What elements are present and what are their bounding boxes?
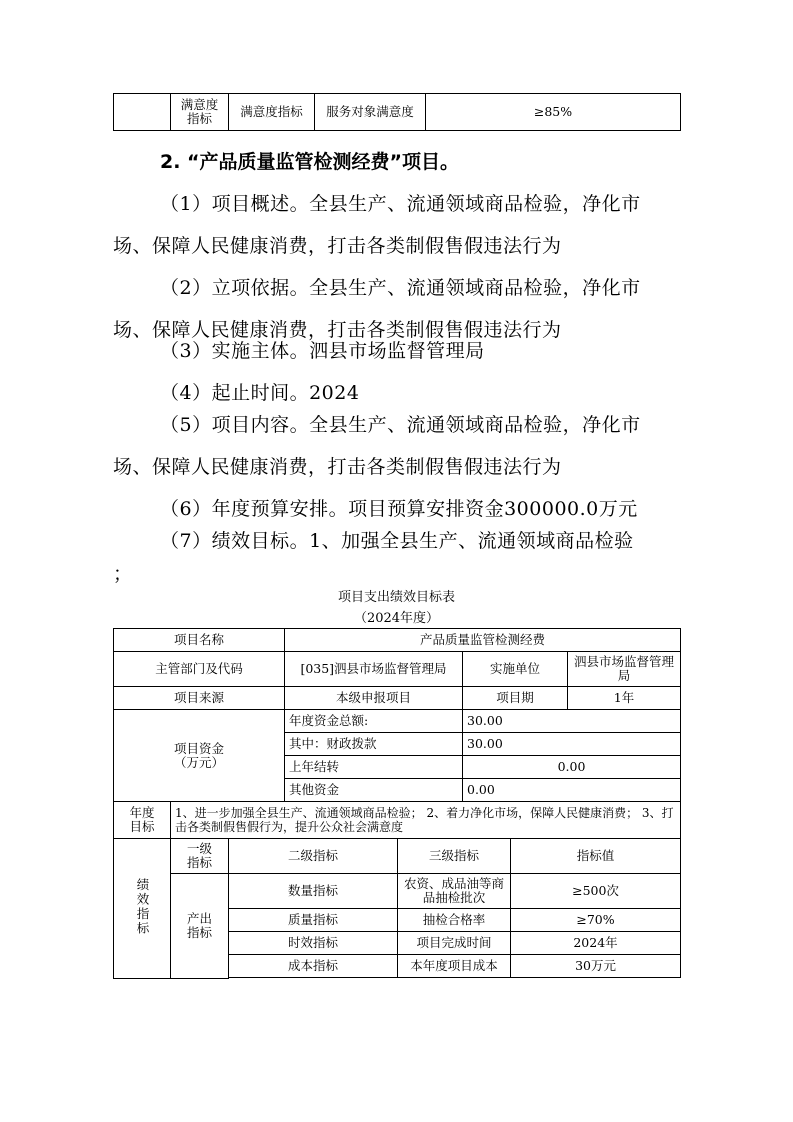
impl-value: 泗县市场监督管理局 [568,652,681,687]
project-name-label: 项目名称 [114,629,285,652]
table-row [114,652,681,687]
performance-target-table [113,628,681,979]
source-value: 本级申报项目 [285,687,463,710]
perf-label: 绩效指标 [114,839,171,979]
header-level2: 二级指标 [229,839,398,874]
level3-indicator: 抽检合格率 [398,909,511,932]
table-row [114,94,681,131]
output-label: 产出指标 [171,874,229,979]
level1-indicator: 满意度指标 [171,94,229,131]
level2-indicator: 数量指标 [229,874,398,909]
paragraph-basis: （2）立项依据。全县生产、流通领域商品检验，净化市 场、保障人民健康消费，打击各类制假售假违法行为 [113,277,641,341]
spacer-cell [229,978,681,979]
period-label: 项目期 [463,687,568,710]
level3-indicator: 项目完成时间 [398,932,511,955]
indicator-value: 2024年 [511,932,681,955]
table-subtitle: （2024年度） [353,611,440,626]
indicator-value: ≥500次 [511,874,681,909]
goal-text: 1、进一步加强全县生产、流通领域商品检验； 2、着力净化市场，保障人民健康消费； 3、打击各类制假售假行为，提升公众社会满意度 [171,802,681,839]
carry-label: 上年结转 [285,756,463,779]
table-row [114,710,681,733]
paragraph-period: （4）起止时间。2024 [160,382,360,404]
table-row [114,839,681,874]
fiscal-value: 30.00 [463,733,681,756]
level2-indicator: 成本指标 [229,955,398,978]
paragraph-overview: （1）项目概述。全县生产、流通领域商品检验，净化市 场、保障人民健康消费，打击各类制假售假违法行为 [113,193,641,257]
indicator-value: ≥85% [426,94,681,131]
header-level1: 一级指标 [171,839,229,874]
level3-indicator: 农资、成品油等商品抽检批次 [398,874,511,909]
project-name: 产品质量监管检测经费 [285,629,681,652]
paragraph-content: （5）项目内容。全县生产、流通领域商品检验，净化市 场、保障人民健康消费，打击各类制假售假违法行为 [113,414,641,478]
table-row [114,874,681,909]
other-value: 0.00 [463,779,681,802]
impl-label: 实施单位 [463,652,568,687]
table-row [114,629,681,652]
total-label: 年度资金总额: [285,710,463,733]
period-value: 1年 [568,687,681,710]
indicator-value: ≥70% [511,909,681,932]
level3-indicator: 本年度项目成本 [398,955,511,978]
funds-label: 项目资金 （万元） [114,710,285,802]
empty-cell [114,94,171,131]
level3-indicator: 服务对象满意度 [315,94,426,131]
goal-label: 年度目标 [114,802,171,839]
total-value: 30.00 [463,710,681,733]
paragraph-goal: （7）绩效目标。1、加强全县生产、流通领域商品检验 ； [113,530,634,585]
other-label: 其他资金 [285,779,463,802]
level2-indicator: 满意度指标 [229,94,315,131]
carry-value: 0.00 [463,756,681,779]
table-row [114,687,681,710]
level2-indicator: 时效指标 [229,932,398,955]
table-row [114,802,681,839]
table-title: 项目支出绩效目标表 [337,590,455,605]
section-heading: 2. “产品质量监管检测经费”项目。 [160,151,460,173]
fiscal-label: 其中：财政拨款 [285,733,463,756]
paragraph-budget: （6）年度预算安排。项目预算安排资金300000.0万元 [160,498,638,520]
top-indicator-table [113,93,681,131]
level2-indicator: 质量指标 [229,909,398,932]
header-level3: 三级指标 [398,839,511,874]
dept-value: [035]泗县市场监督管理局 [285,652,463,687]
source-label: 项目来源 [114,687,285,710]
paragraph-entity: （3）实施主体。泗县市场监督管理局 [160,340,485,362]
header-value: 指标值 [511,839,681,874]
dept-label: 主管部门及代码 [114,652,285,687]
indicator-value: 30万元 [511,955,681,978]
